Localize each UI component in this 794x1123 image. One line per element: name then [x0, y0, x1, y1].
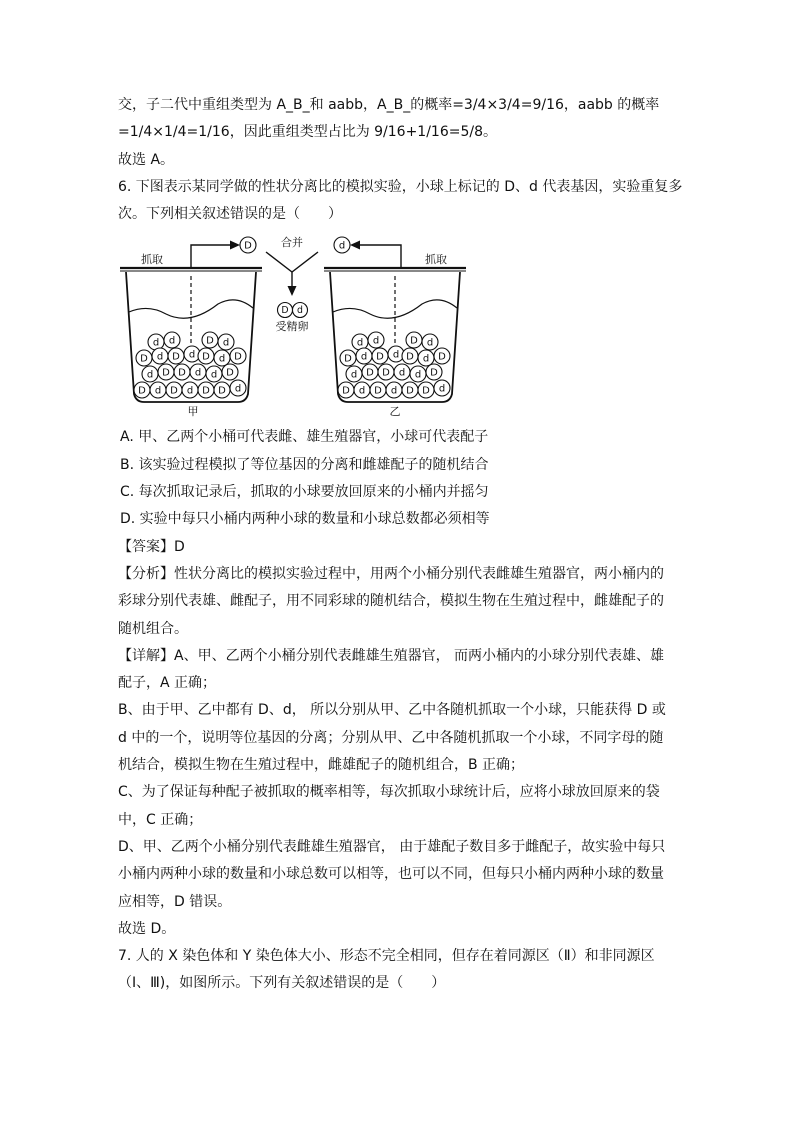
text-line: 交，子二代中重组类型为 A_B_和 aabb，A_B_的概率=3/4×3/4=9/16，aabb 的概率 — [118, 97, 660, 113]
balls-layer — [134, 237, 450, 398]
label-merge: 合并 — [281, 236, 303, 250]
svg-text:D: D — [374, 385, 382, 397]
ball-yi-10 — [434, 348, 450, 364]
svg-text:D: D — [366, 367, 374, 379]
svg-text:D: D — [376, 351, 384, 363]
ball-jia-2 — [202, 332, 218, 348]
ball-yi-4 — [340, 350, 356, 366]
svg-text:d: d — [390, 385, 398, 397]
svg-text:d: d — [222, 337, 230, 349]
conclusion-line: 故选 D。 — [118, 920, 176, 937]
option-d: D. 实验中每只小桶内两种小球的数量和小球总数都必须相等 — [120, 511, 490, 528]
ball-yi-13 — [378, 364, 394, 380]
ball-jia-23 — [230, 380, 246, 396]
svg-text:d: d — [218, 353, 226, 365]
svg-text:d: d — [186, 385, 194, 397]
svg-text:d: d — [146, 369, 154, 381]
svg-text:D: D — [178, 367, 186, 379]
svg-text:d: d — [156, 351, 164, 363]
svg-text:d: d — [350, 369, 358, 381]
svg-text:D: D — [382, 367, 390, 379]
ball-jia-20 — [182, 382, 198, 398]
detail-line: C、为了保证每种配子被抓取的概率相等，每次抓取小球统计后，应将小球放回原来的袋 — [118, 784, 660, 801]
ball-yi-8 — [402, 348, 418, 364]
svg-text:d: d — [414, 369, 422, 381]
detail-line: d 中的一个，说明等位基因的分离；分别从甲、乙中各随机抓取一个小球，不同字母的随 — [118, 729, 664, 746]
ball-yi-9 — [418, 350, 434, 366]
text-line: =1/4×1/4=1/16，因此重组类型占比为 9/16+1/16=5/8。 — [118, 124, 498, 141]
ball-yi-7 — [388, 346, 404, 362]
ball-yi-22 — [418, 382, 434, 398]
ball-yi-17 — [338, 382, 354, 398]
ball-jia-21 — [198, 382, 214, 398]
ball-jia-5 — [152, 348, 168, 364]
answer-line: 【答案】D — [118, 538, 185, 555]
detail-line: B、由于甲、乙中都有 D、d， 所以分别从甲、乙中各随机抓取一个小球，只能获得 D 或 — [118, 702, 666, 719]
analysis-line: 彩球分别代表雄、雌配子，用不同彩球的随机结合，模拟生物在生殖过程中，雌雄配子的 — [118, 593, 664, 610]
ball-jia-18 — [150, 382, 166, 398]
ball-jia-19 — [166, 382, 182, 398]
label-yi: 乙 — [389, 405, 401, 419]
ball-jia-12 — [158, 364, 174, 380]
ball-jia-14 — [190, 364, 206, 380]
ball-jia-17 — [134, 382, 150, 398]
ball-jia-11 — [142, 366, 158, 382]
ball-yi-14 — [394, 364, 410, 380]
experiment-figure — [118, 232, 688, 418]
text-line: 故选 A。 — [118, 151, 175, 168]
svg-text:D: D — [202, 351, 210, 363]
svg-text:d: d — [426, 337, 434, 349]
ball-jia-6 — [168, 348, 184, 364]
question-7-stem: （Ⅰ、Ⅲ)，如图所示。下列有关叙述错误的是（ ） — [118, 975, 446, 992]
svg-text:D: D — [422, 385, 430, 397]
detail-line: 小桶内两种小球的数量和小球总数可以相等，也可以不同，但每只小桶内两种小球的数量 — [118, 866, 664, 883]
svg-text:d: d — [234, 383, 242, 395]
merge-arrow — [266, 252, 318, 296]
svg-text:d: d — [154, 385, 162, 397]
ball-jia-15 — [206, 366, 222, 382]
detail-line: 应相等，D 错误。 — [118, 893, 232, 910]
svg-text:d: d — [356, 337, 364, 349]
ball-d-lower — [334, 237, 350, 253]
svg-text:D: D — [344, 353, 352, 365]
detail-line: D、甲、乙两个小桶分别代表雌雄生殖器官， 由于雄配子数目多于雌配子，故实验中每只 — [118, 838, 666, 855]
ball-yi-0 — [352, 334, 368, 350]
svg-text:D: D — [406, 385, 414, 397]
ball-yi-3 — [422, 334, 438, 350]
document-body — [118, 92, 688, 998]
option-b: B. 该实验过程模拟了等位基因的分离和雌雄配子的随机结合 — [120, 456, 489, 473]
svg-text:D: D — [170, 385, 178, 397]
question-6-stem: 次。下列相关叙述错误的是（ ） — [118, 206, 342, 223]
arrow-right — [350, 241, 401, 269]
svg-text:D: D — [206, 335, 214, 347]
ball-yi-1 — [368, 332, 384, 348]
svg-text:d: d — [168, 335, 176, 347]
svg-text:D: D — [218, 385, 226, 397]
label-grab-right: 抓取 — [425, 253, 447, 267]
ball-jia-22 — [214, 382, 230, 398]
ball-yi-5 — [356, 348, 372, 364]
ball-yi-18 — [354, 382, 370, 398]
ball-yi-2 — [406, 332, 422, 348]
detail-line: 中，C 正确； — [118, 811, 203, 828]
svg-text:d: d — [372, 335, 380, 347]
text-block-bottom — [118, 534, 688, 998]
analysis-line: 【分析】性状分离比的模拟实验过程中，用两个小桶分别代表雌雄生殖器官，两小桶内的 — [118, 565, 664, 582]
svg-text:d: d — [152, 337, 160, 349]
analysis-line: 随机组合。 — [118, 620, 188, 637]
detail-line: 机结合，模拟生物在生殖过程中，雌雄配子的随机组合，B 正确； — [118, 757, 525, 774]
svg-text:d: d — [360, 351, 368, 363]
ball-jia-0 — [148, 334, 164, 350]
ball-jia-8 — [198, 348, 214, 364]
question-7-stem: 7. 人的 X 染色体和 Y 染色体大小、形态不完全相同，但存在着同源区（Ⅱ）和非同源区 — [118, 948, 655, 965]
svg-text:d: d — [338, 240, 346, 252]
svg-text:D: D — [406, 351, 414, 363]
ball-yi-11 — [346, 366, 362, 382]
label-jia: 甲 — [187, 405, 199, 419]
text-block-top — [118, 92, 688, 228]
question-6-stem: 6. 下图表示某同学做的性状分离比的模拟实验，小球上标记的 D、d 代表基因，实验重复多 — [118, 178, 683, 195]
ball-yi-15 — [410, 366, 426, 382]
zygote-ball-d-upper — [278, 303, 293, 318]
svg-text:d: d — [398, 367, 406, 379]
svg-text:D: D — [162, 367, 170, 379]
bucket-diagram — [118, 232, 688, 418]
option-a: A. 甲、乙两个小桶可代表雌、雄生殖器官，小球可代表配子 — [120, 429, 489, 446]
svg-text:d: d — [297, 305, 303, 317]
svg-text:D: D — [140, 353, 148, 365]
svg-text:D: D — [342, 385, 350, 397]
ball-yi-23 — [434, 380, 450, 396]
svg-text:D: D — [226, 367, 234, 379]
ball-jia-7 — [184, 346, 200, 362]
svg-text:d: d — [422, 353, 430, 365]
label-grab-left: 抓取 — [141, 253, 163, 267]
ball-jia-9 — [214, 350, 230, 366]
detail-line: 【详解】A、甲、乙两个小桶分别代表雌雄生殖器官， 而两小桶内的小球分别代表雄、雄 — [118, 647, 665, 664]
detail-line: 配子，A 正确； — [118, 675, 217, 692]
svg-text:d: d — [438, 383, 446, 395]
svg-text:D: D — [138, 385, 146, 397]
label-zygote: 受精卵 — [275, 320, 309, 334]
svg-text:D: D — [202, 385, 210, 397]
svg-text:d: d — [210, 369, 218, 381]
ball-yi-21 — [402, 382, 418, 398]
ball-yi-19 — [370, 382, 386, 398]
svg-text:d: d — [194, 367, 202, 379]
svg-text:D: D — [234, 351, 242, 363]
ball-jia-4 — [136, 350, 152, 366]
ball-yi-12 — [362, 364, 378, 380]
options-block — [118, 424, 688, 533]
svg-text:D: D — [281, 305, 289, 317]
option-c: C. 每次抓取记录后，抓取的小球要放回原来的小桶内并摇匀 — [120, 484, 489, 501]
ball-yi-16 — [426, 364, 442, 380]
svg-text:d: d — [358, 385, 366, 397]
svg-text:d: d — [188, 349, 196, 361]
ball-jia-3 — [218, 334, 234, 350]
svg-text:D: D — [430, 367, 438, 379]
arrow-left — [191, 241, 240, 269]
ball-yi-6 — [372, 348, 388, 364]
ball-jia-10 — [230, 348, 246, 364]
ball-d-upper — [240, 237, 256, 253]
svg-text:D: D — [410, 335, 418, 347]
ball-jia-13 — [174, 364, 190, 380]
zygote-ball-d-lower — [293, 303, 308, 318]
ball-yi-20 — [386, 382, 402, 398]
svg-text:d: d — [392, 349, 400, 361]
svg-text:D: D — [172, 351, 180, 363]
svg-text:D: D — [244, 240, 252, 252]
ball-jia-1 — [164, 332, 180, 348]
svg-text:D: D — [438, 351, 446, 363]
ball-jia-16 — [222, 364, 238, 380]
